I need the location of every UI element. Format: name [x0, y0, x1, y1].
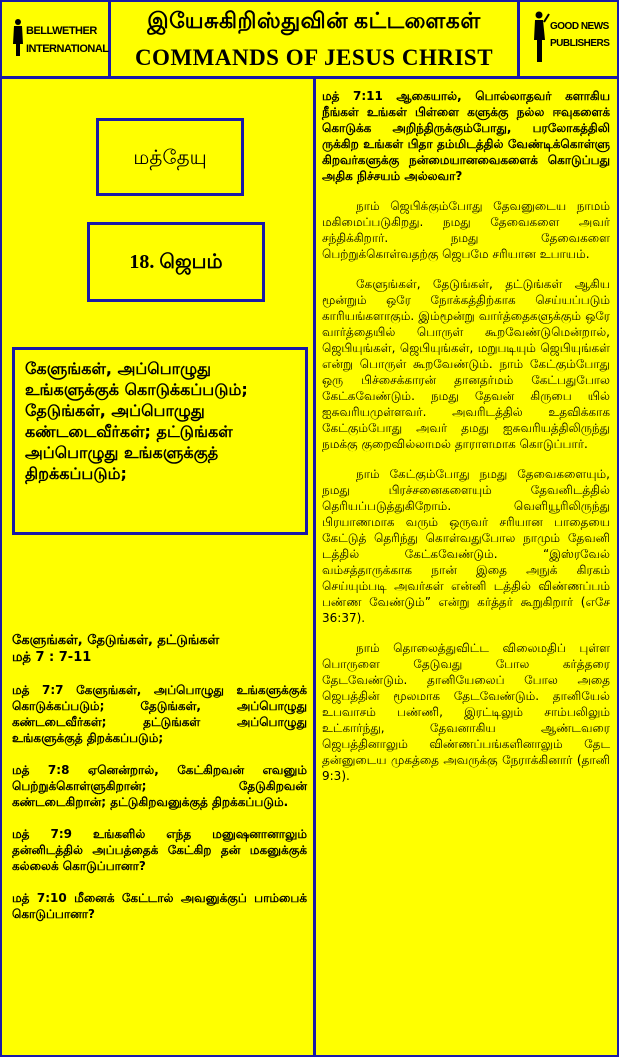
chapter-title: 18. ஜெபம் [87, 222, 265, 302]
commentary-paragraph: கேளுங்கள், தேடுங்கள், தட்டுங்கள் ஆகிய மூன்றும் ஒரே நோக்கத்திற்காக செய்யப்படும் காரியங்களாகும். இம்மூன்று வார்த்தைகளுக்கும் ஒரே வார்த்தையில் பொருள் கூறவேண்டுமென்றால், ஜெபியுங்கள், ஜெபியுங்கள், மறுபடியும் ஜெபியுங்கள் என்று பொருள் கூறவேண்டும். நாம் கேட்கும்போது ஒரு பிச்சைக்காரன் தானதர்மம் கேட்பதுபோல கேட்கவேண்டும். நமது தேவன் கிருபை யில் ஐசுவரியமுள்ளவர். அவரிடத்தில் உதவிக்காக கேட்கும்போது அவர் தமது ஐசுவரியத்திலிருந்து நமக்கு குறைவில்லாமல் தாராளமாக கொடுப்பார். [322, 277, 610, 451]
commentary-paragraph: நாம் ஜெபிக்கும்போது தேவனுடைய நாமம் மகிமைப்படுகிறது. நமது தேவைகளை அவர் சந்திக்கிறார். நமது தேவைகளை பெற்றுக்கொள்வதற்கு ஜெபமே சரியான உபாயம். [322, 199, 610, 261]
right-column [322, 88, 610, 798]
good-news-figure-icon [530, 10, 550, 66]
commentary-paragraph: நாம் தொலைத்துவிட்ட விலைமதிப் புள்ள பொருளை தேடுவது போல கர்த்தரை தேடவேண்டும். தானியேலைப் போல அதை ஜெபத்தின் மூலமாக தேடவேண்டும். தானியேல் உபவாசம் பண்ணி, இரட்டிலும் சாம்பலிலும் உட்கார்ந்து, தேவனாகிய ஆண்டவரை ஜெபத்தினாலும் விண்ணப்பங்களினாலும் தேட தன்னுடைய முகத்தை அவருக்கு நேராக்கினார் (தானி 9:3). [322, 641, 610, 783]
logo-right-line1: GOOD NEWS [550, 21, 609, 32]
section-heading: கேளுங்கள், தேடுங்கள், தட்டுங்கள் [12, 633, 220, 648]
logo-right-line2: PUBLISHERS [550, 38, 610, 49]
verse-7-7: மத் 7:7 கேளுங்கள், அப்பொழுது உங்களுக்குக் கொடுக்கப்படும்; தேடுங்கள், அப்பொழுது கண்டடைவீர்கள்; தட்டுங்கள் அப்பொழுது உங்களுக்குத் திறக்கப்படும்; [12, 683, 307, 745]
verse-7-8: மத் 7:8 ஏனென்றால், கேட்கிறவன் எவனும் பெற்றுக்கொள்ளுகிறான்; தேடுகிறவன் கண்டடைகிறான்; தட்டுகிறவனுக்குத் திறக்கப்படும். [12, 763, 307, 809]
title-english: COMMANDS OF JESUS CHRIST [134, 45, 494, 70]
column-divider [313, 78, 316, 1055]
key-verse: கேளுங்கள், அப்பொழுது உங்களுக்குக் கொடுக்கப்படும்; தேடுங்கள், அப்பொழுது கண்டடைவீர்கள்; தட்டுங்கள் அப்பொழுது உங்களுக்குத் திறக்கப்படும்; [12, 347, 308, 535]
title-tamil: இயேசுகிறிஸ்துவின் கட்டளைகள் [147, 8, 481, 33]
verse-7-9: மத் 7:9 உங்களில் எந்த மனுஷனானாலும் தன்னிடத்தில் அப்பத்தைக் கேட்கிற தன் மகனுக்குக் கல்லைக் கொடுப்பானா? [12, 827, 307, 873]
good-news-logo [520, 2, 617, 79]
logo-left-line1: BELLWETHER [26, 25, 97, 37]
commentary-paragraph: நாம் கேட்கும்போது நமது தேவைகளையும், நமது பிரச்சனைகளையும் தேவனிடத்தில் தெரியப்படுத்துகிறோம். வெளியூரிலிருந்து பிரயாணமாக வரும் ஒருவர் சரியான பாதையை கேட்டுத் தெரிந்து கொள்வதுபோல நாமும் தேவனி டத்தில் கேட்கவேண்டும். “இஸ்ரவேல் வம்சத்தாருக்காக நான் இதை அநுக் கிரகம் செய்யும்படி அவர்கள் என்னி டத்தில் விண்ணப்பம் பண்ண வேண்டும்” என்று கர்த்தர் கூறுகிறார் (எசே 36:37). [322, 467, 610, 625]
bellwether-logo [2, 2, 111, 79]
verse-7-11: மத் 7:11 ஆகையால், பொல்லாதவர் களாகிய நீங்கள் உங்கள் பிள்ளை களுக்கு நல்ல ஈவுகளைக் கொடுக்க அறிந்திருக்கும்போது, பரலோகத்திலி ருக்கிற உங்கள் பிதா தம்மிடத்தில் வேண்டிக்கொள்ளு கிறவர்களுக்கு நன்மையானவைகளைக் கொடுப்பது அதிக நிச்சயம் அல்லவா? [322, 89, 610, 183]
book-title: மத்தேயு [96, 118, 244, 196]
logo-left-line2: INTERNATIONAL [26, 43, 109, 55]
left-column [12, 632, 307, 938]
bellwether-figure-icon [10, 18, 26, 58]
verse-7-10: மத் 7:10 மீனைக் கேட்டால் அவனுக்குப் பாம்பைக் கொடுப்பானா? [12, 891, 307, 921]
section-reference: மத் 7 : 7-11 [12, 650, 92, 665]
page-header [111, 2, 520, 79]
